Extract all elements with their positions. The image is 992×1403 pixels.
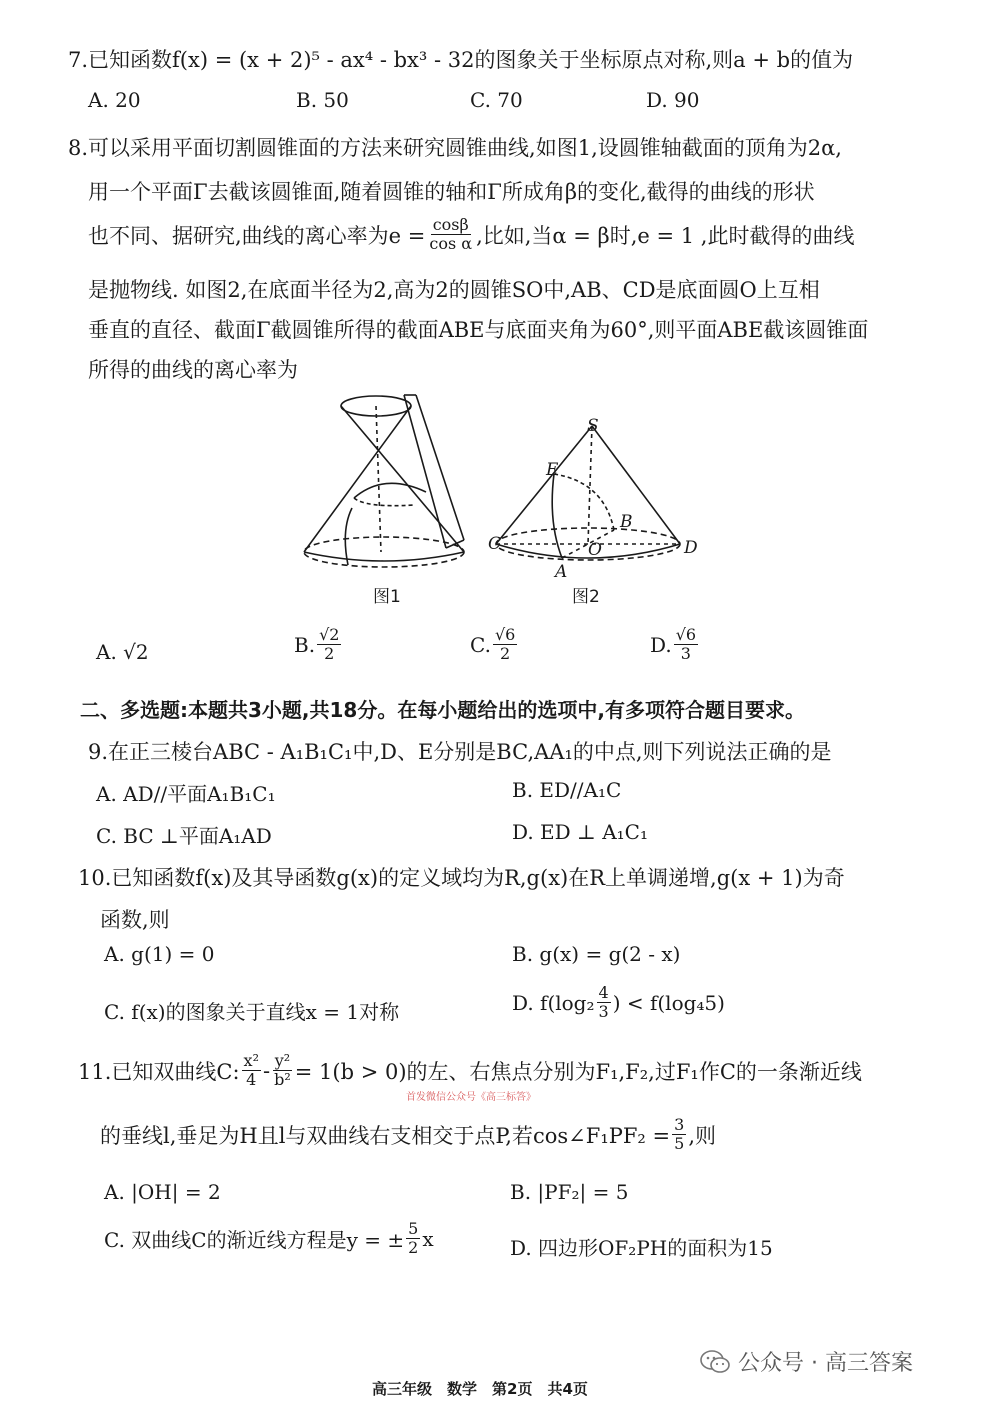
label-s: S [587,416,599,436]
q8-line1: 8.可以采用平面切割圆锥面的方法来研究圆锥曲线,如图1,设圆锥轴截面的顶角为2α, [68,136,842,160]
label-e: E [546,460,559,480]
q11-option-a: A. |OH| = 2 [104,1180,221,1204]
q10-line1: 10.已知函数f(x)及其导函数g(x)的定义域均为R,g(x)在R上单调递增,g(x + 1)为奇 [78,866,845,890]
fraction-denominator: 5 [674,1134,685,1153]
q9-option-a: A. AD//平面A₁B₁C₁ [96,782,276,806]
label-c: C [488,534,502,554]
option-fraction [493,626,517,663]
figure-1-double-cone [296,390,476,580]
q11-line2-pre: 的垂线l,垂足为H且l与双曲线右支相交于点P,若cos∠F₁PF₂ = [100,1123,671,1148]
q7-option-d: D. 90 [646,88,700,112]
fraction-numerator: 5 [408,1219,419,1238]
fraction-numerator: x² [243,1051,259,1070]
fraction-denominator: 2 [324,644,335,663]
fraction-numerator: y² [274,1051,291,1070]
fraction-denominator: 3 [680,644,691,663]
q11-line2-post: ,则 [688,1123,717,1148]
figure-1-caption: 图1 [373,587,401,607]
q8-option-d [650,626,700,663]
fraction-denominator: 3 [598,1002,609,1021]
q9-option-d: D. ED ⊥ A₁C₁ [512,820,648,844]
q8-line4: 是抛物线. 如图2,在底面半径为2,高为2的圆锥SO中,AB、CD是底面圆O上互相 [88,278,820,302]
fraction-numerator: √6 [494,625,516,644]
fraction-numerator: √6 [675,625,697,644]
option-d-post: ) < f(log₄5) [612,990,725,1015]
fraction-denominator: 4 [246,1070,257,1089]
q8-line3-post: ,比如,当α = β时,e = 1 ,此时截得的曲线 [476,223,855,248]
minus-sign: - [262,1058,271,1083]
q8-option-a: A. √2 [96,640,149,664]
q8-line2: 用一个平面Γ去截该圆锥面,随着圆锥的轴和Γ所成角β的变化,截得的曲线的形状 [88,180,815,204]
label-b: B [620,512,633,532]
fraction-numerator: √2 [319,625,340,644]
wechat-icon [700,1349,730,1375]
slope-fraction [406,1220,420,1257]
hyperbola-y-term [272,1052,293,1089]
q9-option-c: C. BC ⊥平面A₁AD [96,824,272,848]
fraction-denominator: 2 [408,1238,419,1257]
option-letter: B. [294,632,316,657]
q10-option-d [512,984,725,1021]
q10-option-c: C. f(x)的图象关于直线x = 1对称 [104,1000,400,1024]
option-fraction [674,626,698,663]
q7-stem: 7.已知函数f(x) = (x + 2)⁵ - ax⁴ - bx³ - 32的图象关于坐标原点对称,则a + b的值为 [68,48,854,72]
label-o: O [588,540,602,560]
brand-text: 公众号 · 高三答案 [738,1351,913,1376]
q8-line6: 所得的曲线的离心率为 [88,358,298,382]
q11-line1 [78,1052,862,1089]
option-d-pre: D. f(log₂ [512,990,595,1015]
option-fraction [597,984,611,1021]
q7-option-b: B. 50 [296,88,349,112]
hyperbola-x-term [242,1052,261,1089]
q11-option-b: B. |PF₂| = 5 [510,1180,629,1204]
fraction-numerator: 4 [598,983,609,1002]
option-fraction [317,626,341,663]
q10-line2: 函数,则 [100,908,170,932]
q10-option-a: A. g(1) = 0 [104,942,215,966]
q8-option-b [294,626,343,663]
q8-option-c [470,626,519,663]
label-a: A [555,562,568,582]
q11-option-d: D. 四边形OF₂PH的面积为15 [510,1236,773,1260]
section-2-header: 二、多选题:本题共3小题,共18分。在每小题给出的选项中,有多项符合题目要求。 [80,698,805,722]
q8-line3-pre: 也不同、据研究,曲线的离心率为e = [88,223,426,248]
option-c-pre: C. 双曲线C的渐近线方程是y = ± [104,1228,405,1252]
option-letter: C. [470,632,491,657]
q11-option-c [104,1220,434,1257]
watermark: 首发微信公众号《高三标答》 [406,1092,536,1103]
option-c-post: x [422,1226,434,1251]
figure-2-caption: 图2 [572,587,600,607]
fraction-denominator: b² [274,1070,291,1089]
brand-mark [700,1346,913,1377]
cosine-fraction [672,1116,686,1153]
q8-line3 [88,216,854,253]
fraction-numerator: cosβ [432,215,469,234]
q11-post: = 1(b > 0)的左、右焦点分别为F₁,F₂,过F₁作C的一条渐近线 [294,1059,862,1084]
eccentricity-fraction [427,216,474,253]
fraction-denominator: 2 [500,644,511,663]
q9-option-b: B. ED//A₁C [512,778,622,802]
q8-line5: 垂直的直径、截面Γ截圆锥所得的截面ABE与底面夹角为60°,则平面ABE截该圆锥面 [88,318,869,342]
option-letter: D. [650,632,672,657]
q7-option-a: A. 20 [88,88,141,112]
page-footer: 高三年级 数学 第2页 共4页 [372,1380,588,1398]
fraction-numerator: 3 [674,1115,685,1134]
fraction-denominator: cos α [429,234,473,253]
q11-line2 [100,1116,716,1153]
q11-pre: 11.已知双曲线C: [78,1059,240,1084]
q10-option-b: B. g(x) = g(2 - x) [512,942,681,966]
q7-option-c: C. 70 [470,88,523,112]
q9-stem: 9.在正三棱台ABC - A₁B₁C₁中,D、E分别是BC,AA₁的中点,则下列说法正确的是 [88,740,832,764]
label-d: D [684,538,698,558]
